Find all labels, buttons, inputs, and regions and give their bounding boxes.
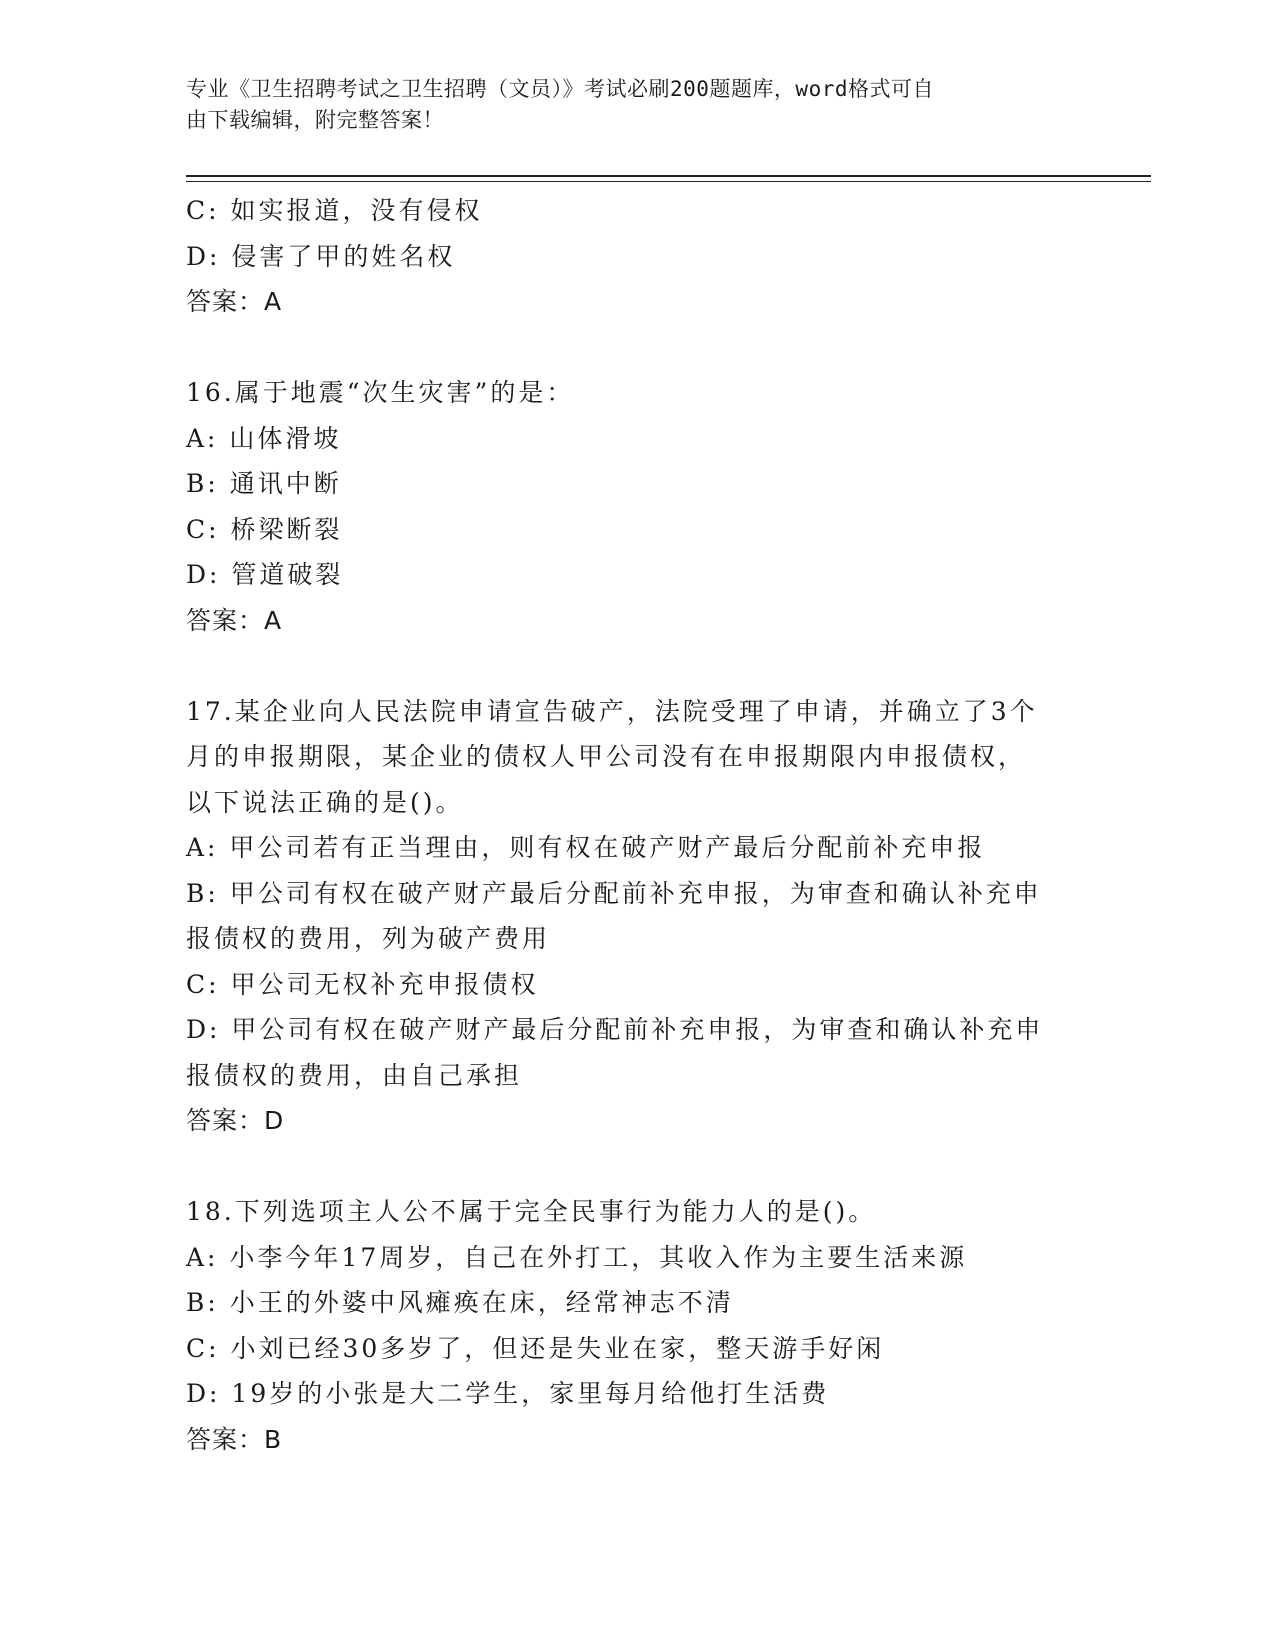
q17-stem-line-3: 以下说法正确的是()。	[186, 787, 464, 817]
q17-option-b-line-2: 报债权的费用，列为破产费用	[186, 924, 551, 953]
q16-option-b: B: 通讯中断	[186, 469, 342, 498]
document-header	[186, 74, 1066, 136]
q17-option-b-line-1: B: 甲公司有权在破产财产最后分配前补充申报，为审查和确认补充申	[186, 878, 1042, 908]
q16-option-d: D: 管道破裂	[186, 560, 344, 589]
spacer	[186, 1144, 1086, 1190]
q15-answer: 答案：A	[186, 287, 283, 316]
q18-stem: 18.下列选项主人公不属于完全民事行为能力人的是()。	[186, 1197, 877, 1226]
question-15-tail	[186, 188, 1086, 325]
q17-stem-line-1: 17.某企业向人民法院申请宣告破产，法院受理了申请，并确立了3个	[186, 696, 1038, 726]
q15-option-c: C: 如实报道，没有侵权	[186, 196, 483, 225]
q17-stem-line-2: 月的申报期限，某企业的债权人甲公司没有在申报期限内申报债权，	[186, 742, 1027, 771]
q17-option-d-line-1: D: 甲公司有权在破产财产最后分配前补充申报，为审查和确认补充申	[186, 1015, 1044, 1044]
spacer	[186, 643, 1086, 689]
question-content	[186, 188, 1086, 1462]
question-16	[186, 370, 1086, 643]
question-17	[186, 689, 1086, 1144]
q18-option-a: A: 小李今年17周岁，自己在外打工，其收入作为主要生活来源	[186, 1242, 968, 1272]
q17-option-a: A: 甲公司若有正当理由，则有权在破产财产最后分配前补充申报	[186, 833, 986, 862]
question-18	[186, 1189, 1086, 1462]
q16-stem: 16.属于地震“次生灾害”的是：	[186, 378, 575, 407]
q16-answer: 答案：A	[186, 605, 283, 635]
q18-answer: 答案：B	[186, 1424, 283, 1454]
q18-option-d: D: 19岁的小张是大二学生，家里每月给他打生活费	[186, 1379, 830, 1408]
q18-option-c: C: 小刘已经30多岁了，但还是失业在家，整天游手好闲	[186, 1333, 885, 1363]
q18-option-b: B: 小王的外婆中风瘫痪在床，经常神志不清	[186, 1288, 734, 1317]
header-rule-thin	[186, 181, 1151, 182]
header-line-1: 专业《卫生招聘考试之卫生招聘（文员）》考试必刷200题题库，word格式可自	[186, 77, 934, 101]
q17-option-c: C: 甲公司无权补充申报债权	[186, 969, 539, 999]
q15-option-d: D: 侵害了甲的姓名权	[186, 241, 456, 271]
q17-option-d-line-2: 报债权的费用，由自己承担	[186, 1060, 523, 1090]
header-rule-thick	[186, 175, 1151, 177]
q17-answer: 答案：D	[186, 1106, 285, 1135]
q16-option-c: C: 桥梁断裂	[186, 514, 343, 544]
header-line-2: 由下载编辑，附完整答案！	[186, 108, 444, 132]
spacer	[186, 325, 1086, 371]
q16-option-a: A: 山体滑坡	[186, 423, 342, 453]
